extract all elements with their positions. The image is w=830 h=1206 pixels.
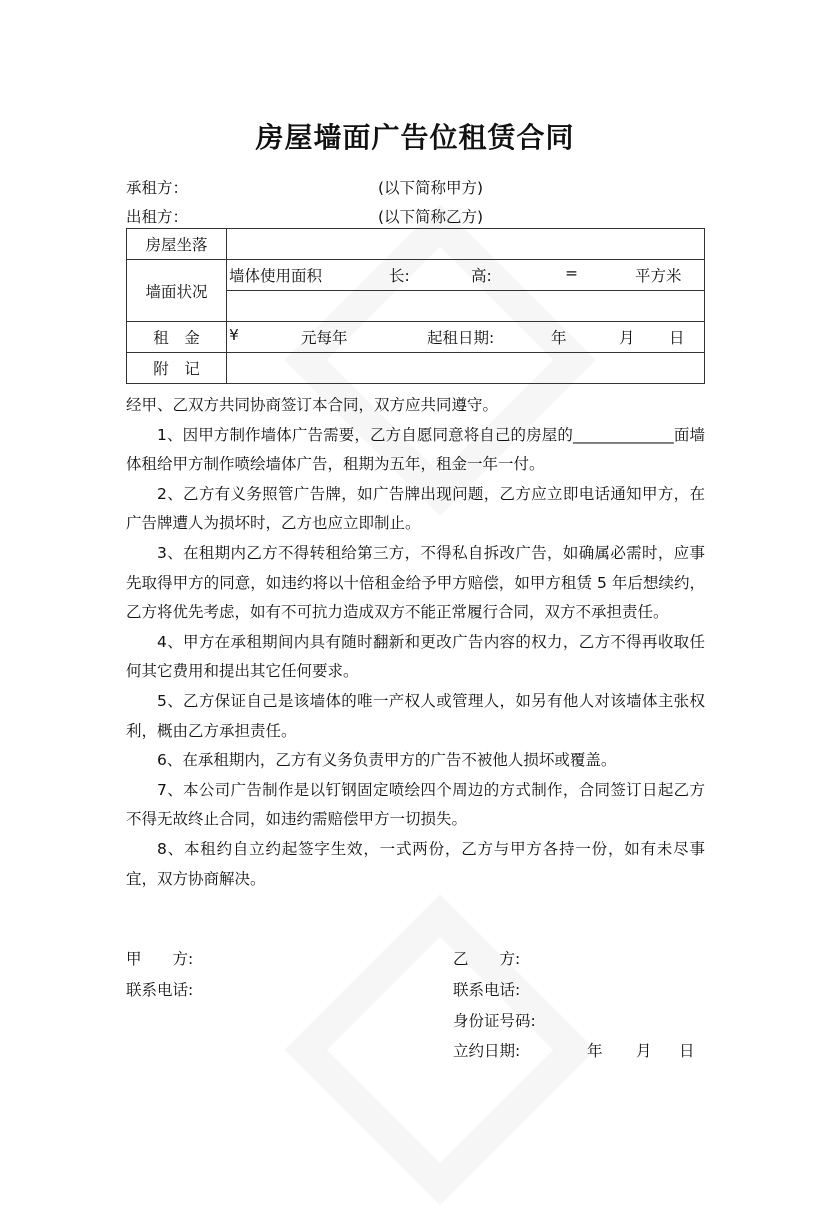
clause: 1、因甲方制作墙体广告需要，乙方自愿同意将自己的房屋的_____________面墙体租给甲方制作喷绘墙体广告，租期为五年，租金一年一付。 [126,425,705,474]
rent-label: 租 金 [127,322,227,353]
notes-label: 附 记 [127,353,227,384]
sqm-label: 平方米 [635,267,682,285]
location-label: 房屋坐落 [127,229,227,260]
intro: 经甲、乙双方共同协商签订本合同，双方应共同遵守。 [126,396,499,414]
per-year-label: 元每年 [301,329,348,347]
lessor-label: 出租方： [126,208,189,226]
rent-row[interactable] [227,322,705,353]
clause: 7、本公司广告制作是以钉钢固定喷绘四个周边的方式制作，合同签订日起乙方不得无故终止合同，如违约需赔偿甲方一切损失。 [126,780,705,829]
page-title: 房屋墙面广告位租赁合同 [255,121,575,154]
length-label: 长: [389,267,410,285]
sign-year-label: 年 [587,1042,603,1060]
height-label: 高: [471,267,492,285]
clause: 8、本租约自立约起签字生效，一式两份，乙方与甲方各持一份，如有未尽事宜，双方协商解决。 [126,839,705,888]
wall-area-row[interactable] [227,260,705,291]
sign-day-label: 日 [679,1042,695,1060]
clause: 4、甲方在承租期间内具有随时翻新和更改广告内容的权力，乙方不得再收取任何其它费用和提出其它任何要求。 [126,632,705,681]
month-label: 月 [619,329,635,347]
clause: 5、乙方保证自己是该墙体的唯一产权人或管理人，如另有他人对该墙体主张权利，概由乙方承担责任。 [126,691,705,740]
wall-notes-value[interactable] [227,291,705,322]
clause: 6、在承租期内，乙方有义务负责甲方的广告不被他人损坏或覆盖。 [157,751,617,770]
day-label: 日 [669,329,685,347]
clause: 2、乙方有义务照管广告牌，如广告牌出现问题，乙方应立即电话通知甲方，在广告牌遭人为损坏时，乙方也应立即制止。 [126,484,705,533]
phone-b-label: 联系电话: [453,981,521,999]
sign-date-label: 立约日期: [453,1042,521,1060]
contract-info-table [126,228,705,384]
lessee-note: (以下简称甲方) [378,179,484,197]
id-number-label: 身份证号码: [453,1012,536,1030]
location-value[interactable] [227,229,705,260]
year-label: 年 [551,329,567,347]
party-a-label: 甲 方: [126,950,194,968]
notes-value[interactable] [227,353,705,384]
wall-label: 墙面状况 [127,260,227,322]
start-date-label: 起租日期: [427,329,495,347]
clause: 3、在租期内乙方不得转租给第三方，不得私自拆改广告，如确属必需时，应事先取得甲方的同意，如违约将以十倍租金给予甲方赔偿，如甲方租赁 5 年后想续约，乙方将优先考虑，如有不可抗力造成双方不能正常履行合同，双方不承担责任。 [126,543,705,622]
area-label: 墙体使用面积 [229,267,323,285]
party-b-label: 乙 方: [453,950,521,968]
contract-body [126,391,705,894]
lessor-note: (以下简称乙方) [378,208,484,226]
phone-a-label: 联系电话: [126,981,194,999]
watermark [284,894,595,1205]
yen-sign: ¥ [229,326,239,344]
sign-month-label: 月 [636,1042,652,1060]
equals-sign: = [565,264,578,282]
lessee-label: 承租方： [126,179,189,197]
